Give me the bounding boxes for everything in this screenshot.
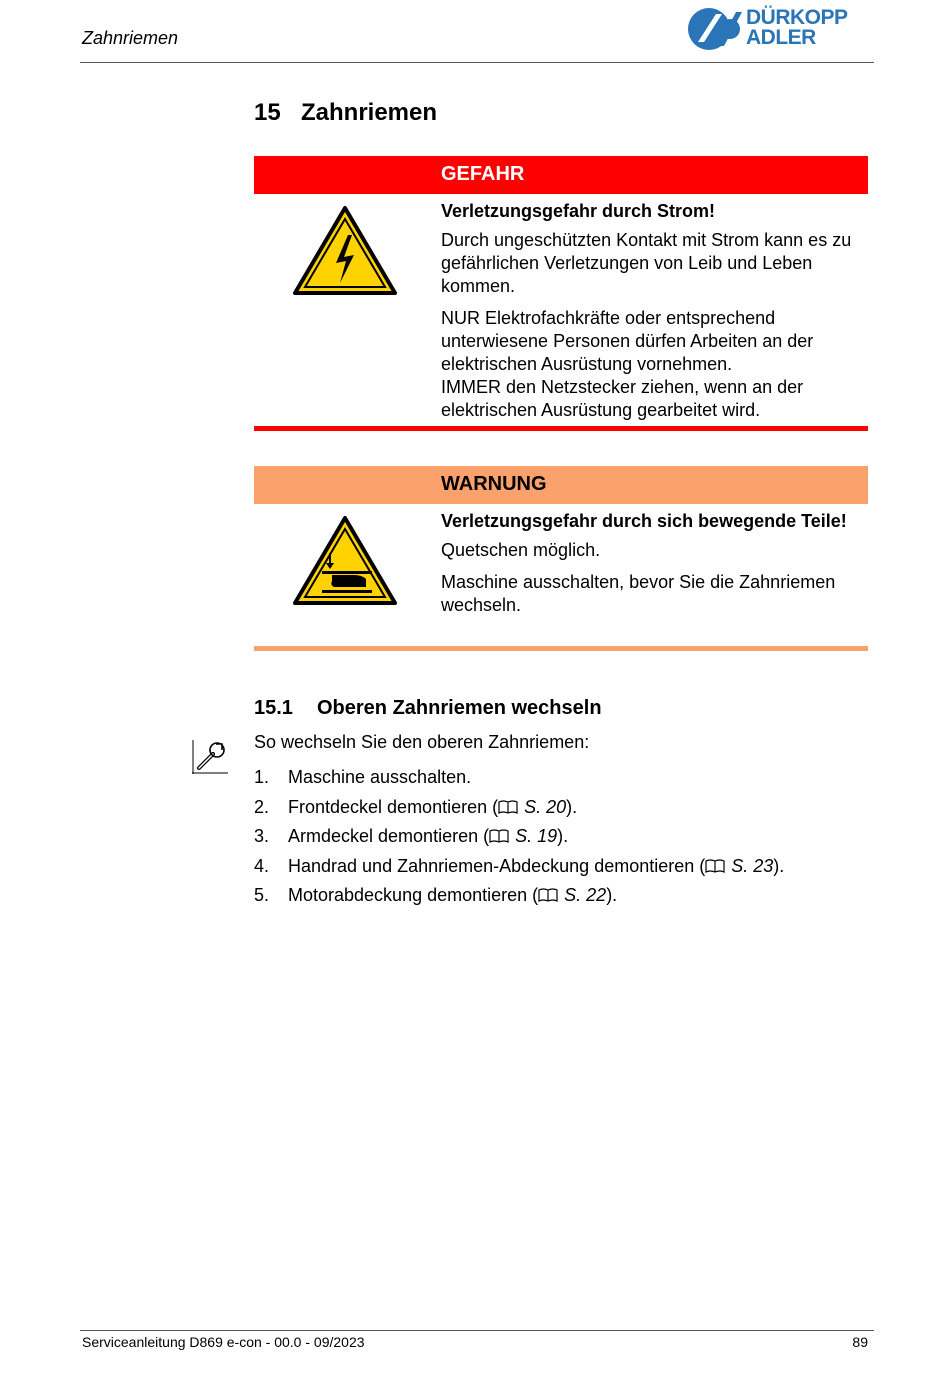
footer-rule	[80, 1330, 874, 1331]
logo-line2: ADLER	[746, 26, 816, 49]
step-close: ).	[557, 826, 569, 847]
step-number: 2.	[254, 796, 270, 817]
danger-para-2: NUR Elektrofachkräfte oder entsprechend unterwiesene Personen dürfen Arbeiten an der elektrischen Ausrüstung vornehmen.	[441, 308, 814, 374]
page-number: 89	[852, 1334, 868, 1350]
list-item	[254, 856, 784, 886]
warning-heading: Verletzungsgefahr durch sich bewegende Teile!	[441, 511, 847, 531]
section-number: 15.1	[254, 697, 293, 719]
page-reference-link[interactable]: S. 19	[515, 826, 558, 847]
chapter-title-text: Zahnriemen	[301, 99, 438, 126]
warning-banner	[254, 466, 868, 504]
duerkopp-adler-logo	[686, 6, 876, 54]
step-close: ).	[606, 885, 618, 906]
logo-line1: DÜRKOPP	[746, 6, 848, 29]
step-close: ).	[566, 796, 578, 817]
page-reference-link[interactable]: S. 22	[564, 885, 607, 906]
danger-heading: Verletzungsgefahr durch Strom!	[441, 201, 716, 221]
logo-mark-icon	[686, 6, 742, 52]
step-number: 5.	[254, 885, 270, 906]
step-number: 4.	[254, 855, 270, 876]
section-title	[254, 697, 602, 720]
running-header: Zahnriemen	[82, 28, 179, 48]
step-number: 1.	[254, 767, 270, 787]
header-rule	[80, 62, 874, 63]
chapter-title	[254, 99, 437, 127]
warning-para-2: Maschine ausschalten, bevor Sie die Zahnriemen wechseln.	[441, 572, 836, 615]
danger-banner	[254, 156, 868, 194]
book-icon	[489, 829, 509, 843]
electric-hazard-icon	[292, 205, 398, 297]
step-close: ).	[773, 855, 785, 876]
step-text: Motorabdeckung demontieren (	[288, 885, 539, 906]
warning-bottom-rule	[254, 646, 868, 651]
hand-crush-hazard-icon	[292, 515, 398, 607]
book-icon	[705, 859, 725, 873]
list-item	[254, 767, 784, 797]
danger-bottom-rule	[254, 426, 868, 431]
step-text: Armdeckel demontieren (	[288, 826, 490, 847]
danger-text	[441, 200, 871, 422]
list-item	[254, 826, 784, 856]
list-item	[254, 885, 784, 915]
footer-document-id: Serviceanleitung D869 e-con - 00.0 - 09/2023	[82, 1334, 365, 1350]
intro-text: So wechseln Sie den oberen Zahnriemen:	[254, 732, 590, 752]
step-number: 3.	[254, 826, 270, 847]
danger-para-1: Durch ungeschützten Kontakt mit Strom kann es zu gefährlichen Verletzungen von Leib und Leben kommen.	[441, 230, 852, 296]
section-title-text: Oberen Zahnriemen wechseln	[317, 697, 602, 719]
step-text: Handrad und Zahnriemen-Abdeckung demontieren (	[288, 855, 706, 876]
page-reference-link[interactable]: S. 20	[524, 796, 567, 817]
list-item	[254, 797, 784, 827]
book-icon	[498, 800, 518, 814]
book-icon	[538, 888, 558, 902]
warning-para-1: Quetschen möglich.	[441, 540, 601, 560]
warning-label: WARNUNG	[441, 473, 547, 495]
danger-label: GEFAHR	[441, 163, 525, 185]
step-text: Frontdeckel demontieren (	[288, 796, 499, 817]
warning-text	[441, 510, 871, 617]
step-list	[254, 767, 784, 915]
step-text: Maschine ausschalten.	[288, 767, 472, 787]
danger-para-3: IMMER den Netzstecker ziehen, wenn an der elektrischen Ausrüstung gearbeitet wird.	[441, 377, 804, 420]
chapter-number: 15	[254, 99, 281, 126]
wrench-icon	[192, 740, 228, 774]
page-reference-link[interactable]: S. 23	[731, 855, 774, 876]
